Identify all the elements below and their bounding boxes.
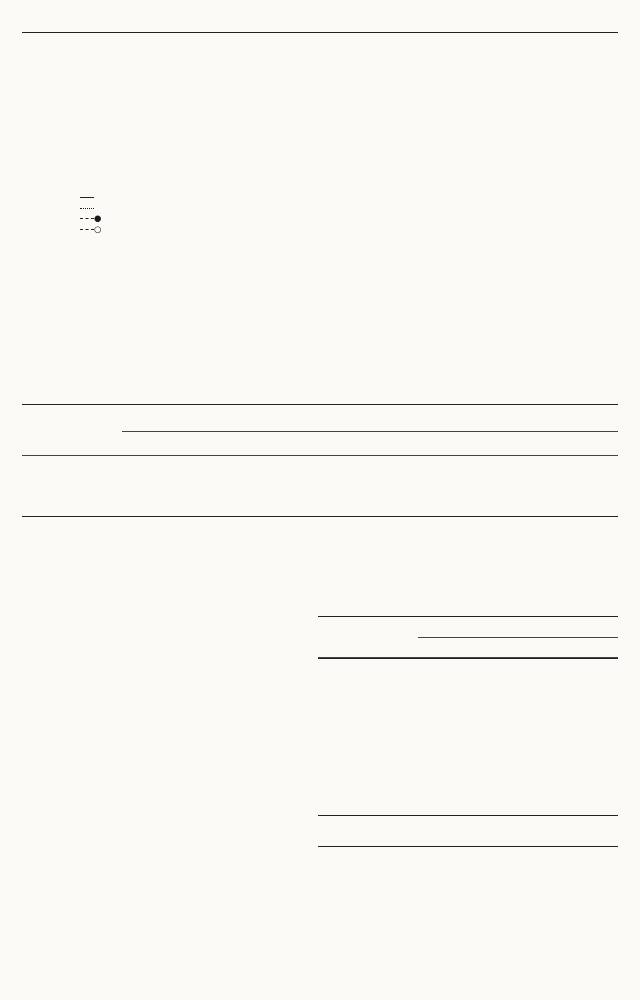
table3 (22, 404, 618, 456)
table4-date (518, 617, 618, 637)
table5 (318, 815, 618, 847)
table3-month (122, 405, 287, 431)
legend-item: ○ (80, 225, 170, 236)
figure-legend (80, 193, 170, 235)
table4-date (418, 617, 518, 637)
legend-item (80, 193, 170, 204)
legend-item (80, 204, 170, 215)
table3-month (287, 405, 452, 431)
table4-depth-label (318, 637, 418, 657)
table3-month (453, 405, 618, 431)
table3-bottom-rule (22, 516, 618, 517)
legend-item: ● (80, 214, 170, 225)
table4 (318, 616, 618, 659)
page-header (22, 10, 618, 33)
table4-date-label (318, 617, 418, 637)
